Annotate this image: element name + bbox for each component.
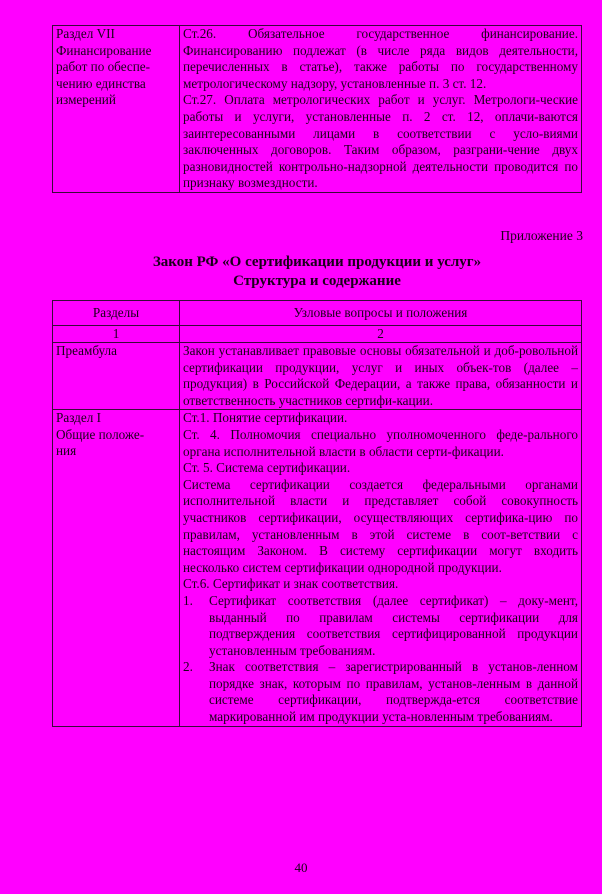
section-cell bbox=[53, 343, 180, 410]
list-item-text: Сертификат соответствия (далее сертификат) – доку-мент, выданный по правилам системы сертификации для подтверждения соответствия сертифицированной продукции установленным требованиям. bbox=[209, 592, 578, 658]
previous-appendix-table bbox=[52, 25, 582, 193]
content-paragraph: Закон устанавливает правовые основы обязательной и доб-ровольной сертификации продукции, услуг и иных объек-тов (далее – продукция) в Российской Федерации, а также права, обязанности и ответственность участников сертифи-кации. bbox=[183, 343, 578, 408]
section-line: Преамбула bbox=[56, 343, 117, 358]
article-paragraph: Ст.27. Оплата метрологических работ и услуг. Метрологи-ческие работы и услуги, установленные п. 2 ст. 12, оплачи-ваются заинтересованными лицами в соответствии с усло-виями заключенных договоров. Таким образом, разграни-чение двух разновидностей контрольно-надзорной деятельности проводится по признаку возмездности. bbox=[183, 92, 578, 191]
column-header: Разделы bbox=[53, 301, 180, 326]
section-line: ния bbox=[56, 443, 77, 459]
section-line: Финансирование bbox=[56, 42, 152, 58]
content-paragraph: Система сертификации создается федеральными органами исполнительной власти и представляет собой совокупность участников сертификации, осуществляющих сертифика-цию по правилам, установленным в этой системе в соот-ветствии с настоящим Законом. В систему сертификации могут входить несколько систем сертификации однородной продукции. bbox=[183, 476, 578, 575]
column-header: Узловые вопросы и положения bbox=[180, 301, 582, 326]
table-row bbox=[53, 26, 582, 193]
section-cell bbox=[53, 26, 180, 193]
content-paragraph: Ст.6. Сертификат и знак соответствия. bbox=[183, 576, 399, 592]
document-title: Закон РФ «О сертификации продукции и услуг» bbox=[152, 254, 482, 270]
section-line: измерений bbox=[56, 92, 116, 107]
column-number: 1 bbox=[53, 326, 180, 343]
list-item bbox=[183, 593, 578, 659]
content-cell bbox=[180, 26, 582, 193]
section-line: чению единства bbox=[56, 75, 146, 91]
list-item-number: 2. bbox=[183, 659, 193, 675]
section-line: Общие положе- bbox=[56, 426, 145, 442]
content-paragraph: Ст. 4. Полномочия специально уполномоченного феде-рального органа исполнительной власти в области серти-фикации. bbox=[183, 426, 578, 459]
content-cell bbox=[180, 343, 582, 410]
list-item-text: Знак соответствия – зарегистрированный в установ-ленном порядке знак, которым по правилам, установ-ленным в данной системе сертификации, подтвержда-ется соответствие маркированной им продукции уста-новленным требованиям. bbox=[209, 659, 578, 725]
content-paragraph: Ст. 5. Система сертификации. bbox=[183, 460, 351, 476]
table-row bbox=[53, 343, 582, 410]
section-cell bbox=[53, 410, 180, 726]
content-cell bbox=[180, 410, 582, 726]
content-paragraph: Ст.1. Понятие сертификации. bbox=[183, 410, 348, 426]
page-number: 40 bbox=[294, 860, 308, 875]
section-line: Раздел VII bbox=[56, 26, 115, 41]
list-item bbox=[183, 659, 578, 725]
header-row bbox=[53, 301, 582, 326]
column-number: 2 bbox=[180, 326, 582, 343]
table-row bbox=[53, 410, 582, 726]
section-line: Раздел I bbox=[56, 410, 101, 426]
section-line: работ по обеспе- bbox=[56, 59, 151, 74]
article-paragraph: Ст.26. Обязательное государственное финансирование. Финансированию подлежат (в числе ряда видов деятельности, перечисленных в статье), также работы по государственному метрологическому надзору, установленные п. 3 ст. 12. bbox=[183, 26, 578, 91]
list-item-number: 1. bbox=[183, 592, 193, 608]
law-structure-table bbox=[52, 300, 582, 727]
appendix-label: Приложение 3 bbox=[500, 228, 583, 243]
document-subtitle: Структура и содержание bbox=[233, 273, 401, 289]
column-number-row bbox=[53, 326, 582, 343]
